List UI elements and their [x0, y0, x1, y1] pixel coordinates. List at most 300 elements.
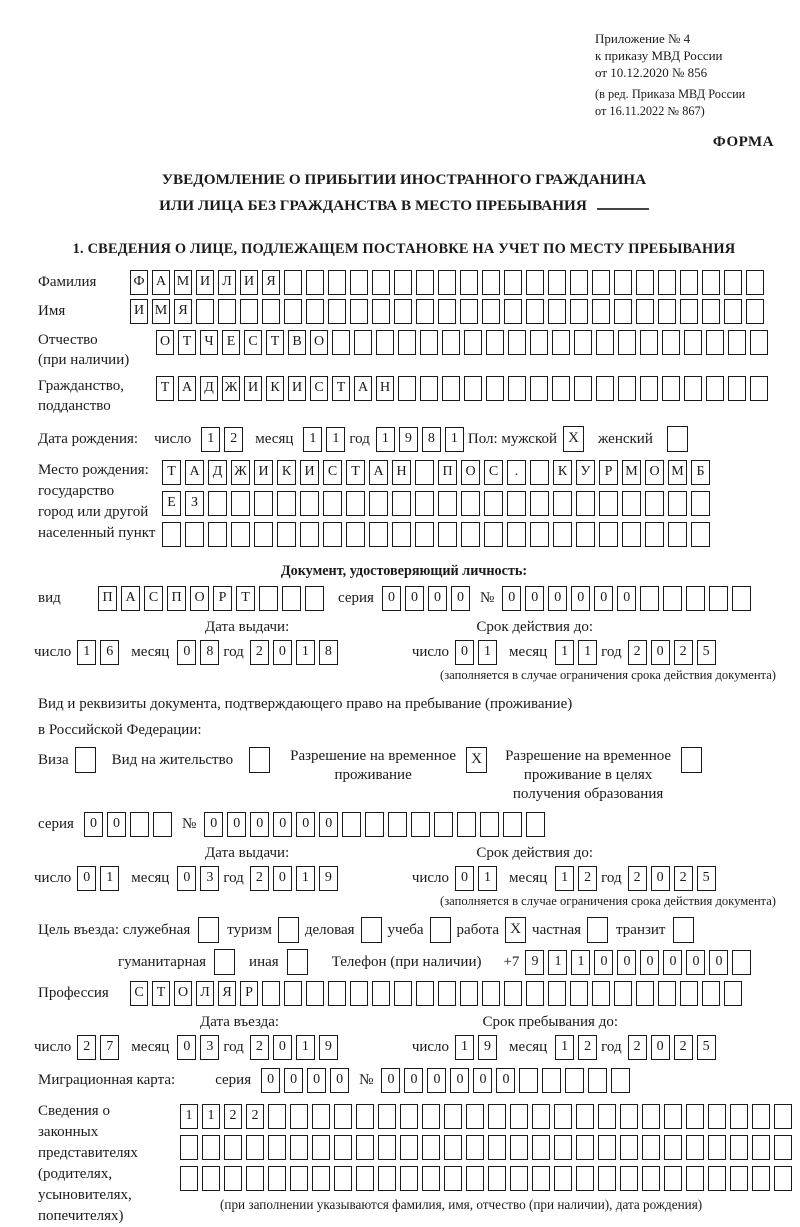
- char-cell[interactable]: [614, 981, 632, 1006]
- char-cell[interactable]: [686, 1166, 704, 1191]
- char-cell[interactable]: [400, 1104, 418, 1129]
- char-cell[interactable]: [231, 522, 250, 547]
- char-cell[interactable]: [196, 299, 214, 324]
- char-cell[interactable]: 2: [578, 866, 597, 891]
- char-cell[interactable]: У: [576, 460, 595, 485]
- char-cell[interactable]: 0: [450, 1068, 469, 1093]
- char-cell[interactable]: 1: [478, 866, 497, 891]
- char-cell[interactable]: 0: [177, 1035, 196, 1060]
- char-cell[interactable]: 0: [273, 866, 292, 891]
- char-cell[interactable]: С: [144, 586, 163, 611]
- char-cell[interactable]: [709, 586, 728, 611]
- char-cell[interactable]: 8: [200, 640, 219, 665]
- char-cell[interactable]: 2: [77, 1035, 96, 1060]
- purpose-work-checkbox[interactable]: X: [505, 917, 526, 943]
- char-cell[interactable]: [576, 1104, 594, 1129]
- char-cell[interactable]: [356, 1104, 374, 1129]
- char-cell[interactable]: [510, 1166, 528, 1191]
- char-cell[interactable]: 0: [319, 812, 338, 837]
- char-cell[interactable]: [378, 1135, 396, 1160]
- char-cell[interactable]: [526, 299, 544, 324]
- char-cell[interactable]: 0: [455, 640, 474, 665]
- char-cell[interactable]: [466, 1135, 484, 1160]
- char-cell[interactable]: [680, 270, 698, 295]
- char-cell[interactable]: [392, 522, 411, 547]
- char-cell[interactable]: Я: [262, 270, 280, 295]
- char-cell[interactable]: [442, 376, 460, 401]
- char-cell[interactable]: [658, 299, 676, 324]
- char-cell[interactable]: [323, 522, 342, 547]
- char-cell[interactable]: Н: [392, 460, 411, 485]
- char-cell[interactable]: [486, 330, 504, 355]
- char-cell[interactable]: [415, 522, 434, 547]
- char-cell[interactable]: 9: [319, 866, 338, 891]
- char-cell[interactable]: 2: [674, 866, 693, 891]
- char-cell[interactable]: [282, 586, 301, 611]
- char-cell[interactable]: Б: [691, 460, 710, 485]
- char-cell[interactable]: [636, 270, 654, 295]
- char-cell[interactable]: [306, 981, 324, 1006]
- char-cell[interactable]: [702, 270, 720, 295]
- char-cell[interactable]: Т: [236, 586, 255, 611]
- char-cell[interactable]: [365, 812, 384, 837]
- char-cell[interactable]: 9: [319, 1035, 338, 1060]
- char-cell[interactable]: [284, 981, 302, 1006]
- char-cell[interactable]: [162, 522, 181, 547]
- char-cell[interactable]: 0: [571, 586, 590, 611]
- char-cell[interactable]: [552, 376, 570, 401]
- char-cell[interactable]: 1: [201, 427, 220, 452]
- char-cell[interactable]: 1: [578, 640, 597, 665]
- char-cell[interactable]: [415, 460, 434, 485]
- char-cell[interactable]: 0: [330, 1068, 349, 1093]
- char-cell[interactable]: И: [130, 299, 148, 324]
- char-cell[interactable]: [482, 299, 500, 324]
- char-cell[interactable]: 5: [697, 1035, 716, 1060]
- char-cell[interactable]: 1: [326, 427, 345, 452]
- char-cell[interactable]: 1: [303, 427, 322, 452]
- char-cell[interactable]: [268, 1166, 286, 1191]
- char-cell[interactable]: [706, 330, 724, 355]
- purpose-business-checkbox[interactable]: [361, 917, 382, 943]
- char-cell[interactable]: М: [668, 460, 687, 485]
- char-cell[interactable]: [680, 981, 698, 1006]
- char-cell[interactable]: [488, 1104, 506, 1129]
- char-cell[interactable]: 2: [224, 427, 243, 452]
- char-cell[interactable]: Д: [208, 460, 227, 485]
- char-cell[interactable]: [482, 981, 500, 1006]
- char-cell[interactable]: Л: [218, 270, 236, 295]
- char-cell[interactable]: [662, 376, 680, 401]
- char-cell[interactable]: [342, 812, 361, 837]
- char-cell[interactable]: 5: [697, 640, 716, 665]
- char-cell[interactable]: [596, 330, 614, 355]
- char-cell[interactable]: О: [461, 460, 480, 485]
- char-cell[interactable]: [277, 491, 296, 516]
- char-cell[interactable]: М: [622, 460, 641, 485]
- char-cell[interactable]: 9: [478, 1035, 497, 1060]
- char-cell[interactable]: [369, 491, 388, 516]
- char-cell[interactable]: [416, 981, 434, 1006]
- char-cell[interactable]: 0: [663, 950, 682, 975]
- char-cell[interactable]: [614, 270, 632, 295]
- char-cell[interactable]: [268, 1135, 286, 1160]
- char-cell[interactable]: 1: [100, 866, 119, 891]
- char-cell[interactable]: [618, 376, 636, 401]
- char-cell[interactable]: [334, 1166, 352, 1191]
- char-cell[interactable]: [554, 1135, 572, 1160]
- char-cell[interactable]: [420, 376, 438, 401]
- char-cell[interactable]: 3: [200, 866, 219, 891]
- char-cell[interactable]: [620, 1135, 638, 1160]
- char-cell[interactable]: [180, 1166, 198, 1191]
- char-cell[interactable]: [246, 1166, 264, 1191]
- char-cell[interactable]: [208, 491, 227, 516]
- char-cell[interactable]: 2: [224, 1104, 242, 1129]
- char-cell[interactable]: [503, 812, 522, 837]
- char-cell[interactable]: [663, 586, 682, 611]
- char-cell[interactable]: [530, 330, 548, 355]
- char-cell[interactable]: 0: [307, 1068, 326, 1093]
- char-cell[interactable]: [598, 1135, 616, 1160]
- char-cell[interactable]: [185, 522, 204, 547]
- char-cell[interactable]: 0: [548, 586, 567, 611]
- char-cell[interactable]: [774, 1166, 792, 1191]
- char-cell[interactable]: [530, 491, 549, 516]
- char-cell[interactable]: [290, 1166, 308, 1191]
- char-cell[interactable]: [542, 1068, 561, 1093]
- char-cell[interactable]: 0: [273, 640, 292, 665]
- char-cell[interactable]: 1: [555, 1035, 574, 1060]
- char-cell[interactable]: [530, 376, 548, 401]
- char-cell[interactable]: 0: [84, 812, 103, 837]
- char-cell[interactable]: [484, 491, 503, 516]
- char-cell[interactable]: Н: [376, 376, 394, 401]
- char-cell[interactable]: Ж: [222, 376, 240, 401]
- char-cell[interactable]: 0: [455, 866, 474, 891]
- char-cell[interactable]: [570, 981, 588, 1006]
- char-cell[interactable]: [323, 491, 342, 516]
- char-cell[interactable]: 8: [319, 640, 338, 665]
- char-cell[interactable]: 0: [502, 586, 521, 611]
- char-cell[interactable]: [598, 1104, 616, 1129]
- char-cell[interactable]: [434, 812, 453, 837]
- char-cell[interactable]: [592, 270, 610, 295]
- char-cell[interactable]: [732, 586, 751, 611]
- char-cell[interactable]: [510, 1135, 528, 1160]
- char-cell[interactable]: [334, 1135, 352, 1160]
- char-cell[interactable]: [460, 270, 478, 295]
- char-cell[interactable]: [570, 299, 588, 324]
- char-cell[interactable]: [378, 1104, 396, 1129]
- char-cell[interactable]: П: [98, 586, 117, 611]
- char-cell[interactable]: И: [300, 460, 319, 485]
- char-cell[interactable]: [774, 1104, 792, 1129]
- char-cell[interactable]: И: [240, 270, 258, 295]
- char-cell[interactable]: [262, 981, 280, 1006]
- char-cell[interactable]: [532, 1166, 550, 1191]
- char-cell[interactable]: [411, 812, 430, 837]
- char-cell[interactable]: Р: [213, 586, 232, 611]
- char-cell[interactable]: [548, 981, 566, 1006]
- char-cell[interactable]: [508, 376, 526, 401]
- char-cell[interactable]: З: [185, 491, 204, 516]
- char-cell[interactable]: [259, 586, 278, 611]
- char-cell[interactable]: [548, 270, 566, 295]
- char-cell[interactable]: С: [130, 981, 148, 1006]
- char-cell[interactable]: [438, 299, 456, 324]
- char-cell[interactable]: [415, 491, 434, 516]
- char-cell[interactable]: 1: [180, 1104, 198, 1129]
- char-cell[interactable]: Р: [599, 460, 618, 485]
- char-cell[interactable]: Т: [332, 376, 350, 401]
- char-cell[interactable]: [460, 981, 478, 1006]
- char-cell[interactable]: [526, 981, 544, 1006]
- char-cell[interactable]: [691, 522, 710, 547]
- char-cell[interactable]: К: [553, 460, 572, 485]
- char-cell[interactable]: Я: [174, 299, 192, 324]
- char-cell[interactable]: 2: [628, 866, 647, 891]
- char-cell[interactable]: [642, 1104, 660, 1129]
- char-cell[interactable]: А: [121, 586, 140, 611]
- char-cell[interactable]: 0: [473, 1068, 492, 1093]
- char-cell[interactable]: [702, 299, 720, 324]
- char-cell[interactable]: 0: [651, 640, 670, 665]
- char-cell[interactable]: [611, 1068, 630, 1093]
- char-cell[interactable]: [328, 981, 346, 1006]
- char-cell[interactable]: [774, 1135, 792, 1160]
- char-cell[interactable]: 1: [571, 950, 590, 975]
- char-cell[interactable]: 1: [555, 866, 574, 891]
- char-cell[interactable]: [394, 270, 412, 295]
- char-cell[interactable]: [394, 981, 412, 1006]
- char-cell[interactable]: [460, 299, 478, 324]
- char-cell[interactable]: [466, 1104, 484, 1129]
- char-cell[interactable]: [750, 376, 768, 401]
- char-cell[interactable]: [268, 1104, 286, 1129]
- char-cell[interactable]: [290, 1135, 308, 1160]
- char-cell[interactable]: О: [174, 981, 192, 1006]
- char-cell[interactable]: Е: [162, 491, 181, 516]
- char-cell[interactable]: 0: [204, 812, 223, 837]
- char-cell[interactable]: [372, 981, 390, 1006]
- purpose-humanitarian-checkbox[interactable]: [214, 949, 235, 975]
- char-cell[interactable]: Т: [156, 376, 174, 401]
- char-cell[interactable]: 0: [594, 586, 613, 611]
- char-cell[interactable]: 0: [107, 812, 126, 837]
- char-cell[interactable]: 1: [296, 866, 315, 891]
- char-cell[interactable]: [620, 1104, 638, 1129]
- char-cell[interactable]: [507, 491, 526, 516]
- char-cell[interactable]: 0: [496, 1068, 515, 1093]
- char-cell[interactable]: [664, 1104, 682, 1129]
- char-cell[interactable]: [438, 270, 456, 295]
- char-cell[interactable]: 0: [77, 866, 96, 891]
- char-cell[interactable]: [728, 330, 746, 355]
- char-cell[interactable]: [724, 270, 742, 295]
- char-cell[interactable]: [464, 330, 482, 355]
- char-cell[interactable]: 0: [261, 1068, 280, 1093]
- char-cell[interactable]: [372, 270, 390, 295]
- char-cell[interactable]: [565, 1068, 584, 1093]
- char-cell[interactable]: [658, 981, 676, 1006]
- char-cell[interactable]: 0: [177, 866, 196, 891]
- char-cell[interactable]: О: [156, 330, 174, 355]
- char-cell[interactable]: Ч: [200, 330, 218, 355]
- char-cell[interactable]: 0: [617, 950, 636, 975]
- char-cell[interactable]: [372, 299, 390, 324]
- char-cell[interactable]: [376, 330, 394, 355]
- char-cell[interactable]: [532, 1135, 550, 1160]
- char-cell[interactable]: [328, 270, 346, 295]
- char-cell[interactable]: С: [244, 330, 262, 355]
- char-cell[interactable]: [642, 1135, 660, 1160]
- char-cell[interactable]: 7: [100, 1035, 119, 1060]
- char-cell[interactable]: [598, 1166, 616, 1191]
- char-cell[interactable]: 0: [651, 1035, 670, 1060]
- char-cell[interactable]: 0: [227, 812, 246, 837]
- char-cell[interactable]: [438, 981, 456, 1006]
- char-cell[interactable]: 0: [686, 950, 705, 975]
- char-cell[interactable]: С: [310, 376, 328, 401]
- char-cell[interactable]: [369, 522, 388, 547]
- char-cell[interactable]: Т: [162, 460, 181, 485]
- char-cell[interactable]: 3: [200, 1035, 219, 1060]
- char-cell[interactable]: 1: [296, 640, 315, 665]
- char-cell[interactable]: [507, 522, 526, 547]
- char-cell[interactable]: [640, 586, 659, 611]
- char-cell[interactable]: [354, 330, 372, 355]
- char-cell[interactable]: [640, 330, 658, 355]
- char-cell[interactable]: [519, 1068, 538, 1093]
- char-cell[interactable]: 1: [445, 427, 464, 452]
- char-cell[interactable]: 1: [555, 640, 574, 665]
- char-cell[interactable]: А: [354, 376, 372, 401]
- char-cell[interactable]: [724, 299, 742, 324]
- char-cell[interactable]: [504, 299, 522, 324]
- char-cell[interactable]: [180, 1135, 198, 1160]
- purpose-transit-checkbox[interactable]: [673, 917, 694, 943]
- char-cell[interactable]: [153, 812, 172, 837]
- char-cell[interactable]: 2: [246, 1104, 264, 1129]
- char-cell[interactable]: [438, 522, 457, 547]
- char-cell[interactable]: Р: [240, 981, 258, 1006]
- char-cell[interactable]: А: [369, 460, 388, 485]
- char-cell[interactable]: [530, 522, 549, 547]
- char-cell[interactable]: 0: [273, 812, 292, 837]
- char-cell[interactable]: [350, 270, 368, 295]
- char-cell[interactable]: [750, 330, 768, 355]
- char-cell[interactable]: [614, 299, 632, 324]
- char-cell[interactable]: [592, 981, 610, 1006]
- char-cell[interactable]: [202, 1166, 220, 1191]
- char-cell[interactable]: [208, 522, 227, 547]
- char-cell[interactable]: [504, 270, 522, 295]
- char-cell[interactable]: [306, 270, 324, 295]
- char-cell[interactable]: [526, 812, 545, 837]
- char-cell[interactable]: Ф: [130, 270, 148, 295]
- char-cell[interactable]: [576, 522, 595, 547]
- char-cell[interactable]: 0: [525, 586, 544, 611]
- char-cell[interactable]: [262, 299, 280, 324]
- char-cell[interactable]: [422, 1135, 440, 1160]
- char-cell[interactable]: [346, 491, 365, 516]
- char-cell[interactable]: [300, 522, 319, 547]
- char-cell[interactable]: [636, 299, 654, 324]
- char-cell[interactable]: [218, 299, 236, 324]
- visa-checkbox[interactable]: [75, 747, 96, 773]
- char-cell[interactable]: [312, 1166, 330, 1191]
- char-cell[interactable]: [438, 491, 457, 516]
- char-cell[interactable]: С: [323, 460, 342, 485]
- char-cell[interactable]: [645, 491, 664, 516]
- purpose-study-checkbox[interactable]: [430, 917, 451, 943]
- char-cell[interactable]: [691, 491, 710, 516]
- char-cell[interactable]: 0: [594, 950, 613, 975]
- char-cell[interactable]: [645, 522, 664, 547]
- char-cell[interactable]: [530, 460, 549, 485]
- char-cell[interactable]: [684, 376, 702, 401]
- char-cell[interactable]: 0: [177, 640, 196, 665]
- char-cell[interactable]: А: [185, 460, 204, 485]
- char-cell[interactable]: 5: [697, 866, 716, 891]
- char-cell[interactable]: [284, 299, 302, 324]
- char-cell[interactable]: [284, 270, 302, 295]
- char-cell[interactable]: 1: [376, 427, 395, 452]
- char-cell[interactable]: [554, 1104, 572, 1129]
- char-cell[interactable]: С: [484, 460, 503, 485]
- char-cell[interactable]: [400, 1135, 418, 1160]
- char-cell[interactable]: [482, 270, 500, 295]
- char-cell[interactable]: [636, 981, 654, 1006]
- char-cell[interactable]: [640, 376, 658, 401]
- char-cell[interactable]: [599, 522, 618, 547]
- char-cell[interactable]: [732, 950, 751, 975]
- char-cell[interactable]: А: [152, 270, 170, 295]
- char-cell[interactable]: [246, 1135, 264, 1160]
- char-cell[interactable]: [328, 299, 346, 324]
- char-cell[interactable]: [466, 1166, 484, 1191]
- char-cell[interactable]: [484, 522, 503, 547]
- char-cell[interactable]: 0: [381, 1068, 400, 1093]
- char-cell[interactable]: 0: [404, 1068, 423, 1093]
- sex-male-checkbox[interactable]: X: [563, 426, 584, 452]
- char-cell[interactable]: Т: [346, 460, 365, 485]
- rvp-checkbox[interactable]: X: [466, 747, 487, 773]
- char-cell[interactable]: [202, 1135, 220, 1160]
- char-cell[interactable]: [305, 586, 324, 611]
- char-cell[interactable]: [576, 1166, 594, 1191]
- char-cell[interactable]: Ж: [231, 460, 250, 485]
- char-cell[interactable]: [526, 270, 544, 295]
- char-cell[interactable]: [504, 981, 522, 1006]
- char-cell[interactable]: 2: [674, 640, 693, 665]
- char-cell[interactable]: [680, 299, 698, 324]
- char-cell[interactable]: .: [507, 460, 526, 485]
- char-cell[interactable]: 0: [451, 586, 470, 611]
- char-cell[interactable]: [306, 299, 324, 324]
- char-cell[interactable]: [461, 491, 480, 516]
- char-cell[interactable]: [394, 299, 412, 324]
- char-cell[interactable]: 2: [250, 640, 269, 665]
- char-cell[interactable]: [702, 981, 720, 1006]
- char-cell[interactable]: 1: [548, 950, 567, 975]
- purpose-private-checkbox[interactable]: [587, 917, 608, 943]
- char-cell[interactable]: [444, 1104, 462, 1129]
- char-cell[interactable]: [224, 1135, 242, 1160]
- char-cell[interactable]: 0: [651, 866, 670, 891]
- char-cell[interactable]: [486, 376, 504, 401]
